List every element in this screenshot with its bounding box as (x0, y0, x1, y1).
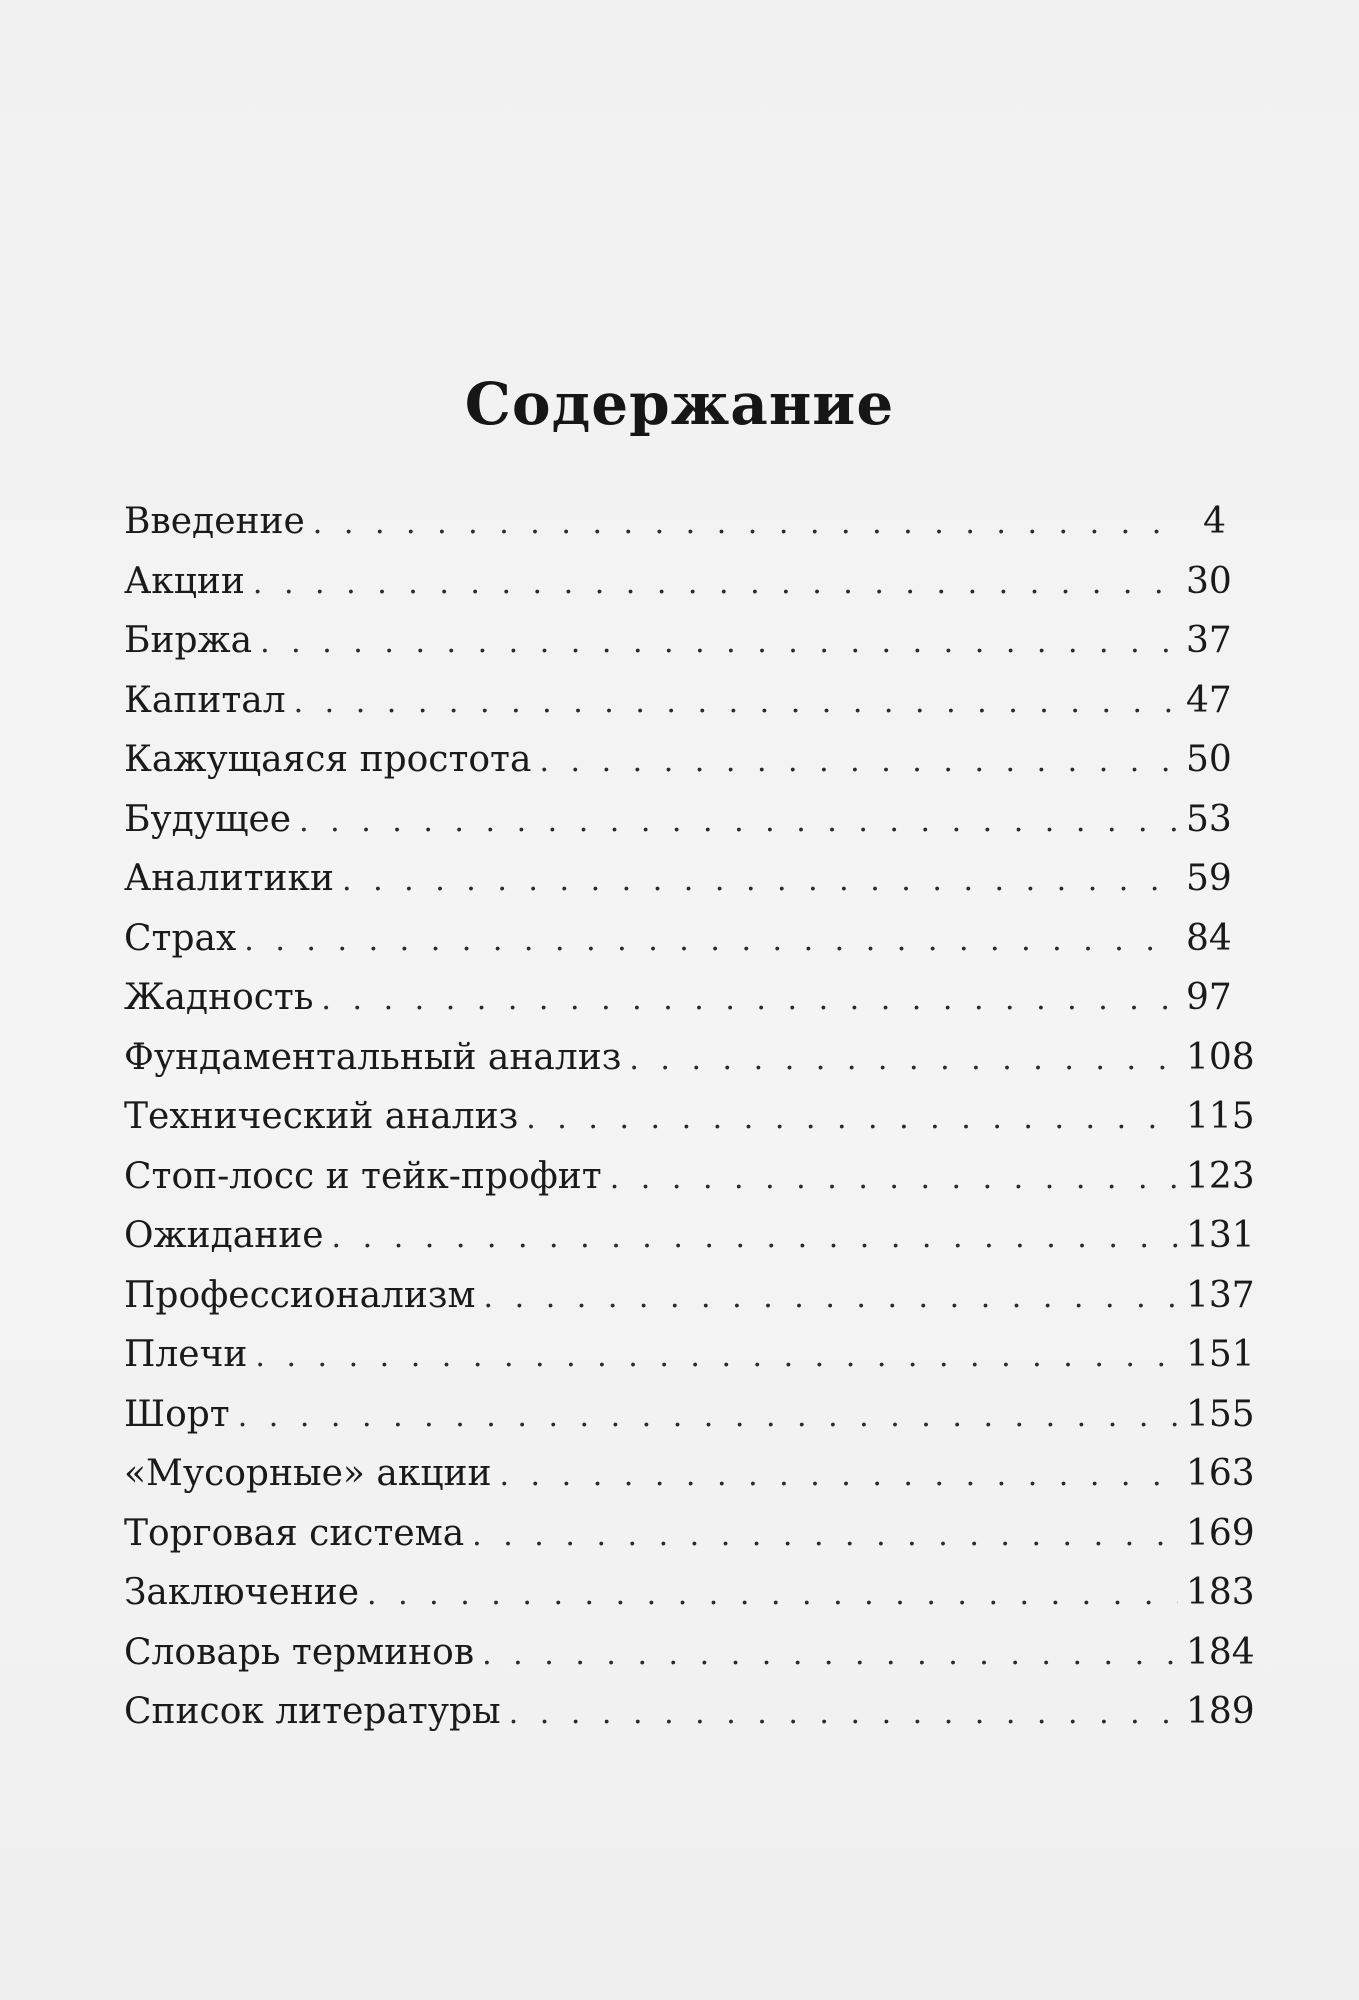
toc-entry-page-number: 97 (1186, 977, 1232, 1018)
dot-leader (260, 613, 1178, 673)
dot-leader (484, 1268, 1178, 1328)
dot-leader (610, 1149, 1178, 1209)
toc-entry-page-number: 183 (1186, 1572, 1255, 1613)
toc-entry-label: Ожидание (124, 1215, 324, 1256)
toc-entry-page-number: 151 (1186, 1334, 1255, 1375)
toc-entry (124, 1504, 1255, 1564)
toc-entry-page-number: 53 (1186, 798, 1232, 840)
toc-entry-page-number: 37 (1186, 620, 1232, 661)
dot-leader (342, 851, 1178, 911)
toc-entry-page-number: 59 (1186, 858, 1232, 899)
page-title: Содержание (464, 370, 895, 438)
toc-entry-page-number: 163 (1186, 1453, 1255, 1494)
toc-entry (124, 671, 1232, 731)
toc-entry-label: Профессионализм (124, 1274, 476, 1316)
toc-entry-label: «Мусорные» акции (124, 1453, 492, 1494)
toc-entry (124, 1682, 1255, 1742)
toc-entry-label: Плечи (124, 1334, 248, 1375)
toc-entry (124, 611, 1232, 671)
toc-entry (124, 1444, 1255, 1504)
toc-entry-label: Кажущаяся простота (124, 739, 532, 780)
toc-entry-label: Капитал (124, 679, 286, 721)
dot-leader (321, 970, 1178, 1030)
dot-leader (294, 673, 1178, 733)
dot-leader (253, 554, 1178, 614)
dot-leader (526, 1089, 1178, 1149)
toc-entry (124, 1087, 1255, 1147)
toc-entry (124, 1206, 1255, 1266)
toc-entry-page-number: 4 (1203, 501, 1226, 542)
toc-entry-page-number: 50 (1186, 739, 1232, 780)
toc-entry-page-number: 123 (1186, 1155, 1255, 1197)
dot-leader (482, 1625, 1178, 1685)
toc-entry (124, 730, 1232, 790)
dot-leader (629, 1030, 1178, 1090)
toc-entry-label: Акции (124, 560, 245, 602)
toc-entry-page-number: 155 (1186, 1393, 1255, 1435)
dot-leader (509, 1684, 1178, 1744)
toc-entry-label: Стоп-лосс и тейк-профит (124, 1155, 602, 1197)
toc-entry (124, 849, 1232, 909)
toc-entry-page-number: 47 (1186, 679, 1232, 721)
toc-entry (124, 1325, 1255, 1385)
toc-entry (124, 1623, 1255, 1683)
toc-entry-label: Жадность (124, 977, 314, 1018)
toc-entry-label: Технический анализ (124, 1096, 519, 1137)
toc-entry-page-number: 137 (1186, 1274, 1255, 1316)
toc-entry-label: Торговая система (124, 1512, 465, 1554)
toc-entry (124, 1385, 1255, 1445)
toc-entry-label: Словарь терминов (124, 1631, 475, 1673)
toc-entry-page-number: 115 (1186, 1096, 1255, 1137)
dot-leader (299, 792, 1178, 852)
toc-entry (124, 1563, 1255, 1623)
toc-entry-label: Шорт (124, 1393, 230, 1435)
toc-entry-page-number: 169 (1186, 1512, 1255, 1554)
toc-entry (124, 492, 1226, 552)
toc-entry-label: Фундаментальный анализ (124, 1036, 622, 1078)
toc-entry-label: Введение (124, 501, 305, 542)
toc-entry-page-number: 184 (1186, 1631, 1255, 1673)
dot-leader (255, 1327, 1178, 1387)
toc-entry (124, 968, 1232, 1028)
toc-entry-label: Биржа (124, 620, 253, 661)
toc-entry (124, 552, 1232, 612)
toc-entry-page-number: 189 (1186, 1691, 1255, 1732)
toc-entry-page-number: 108 (1186, 1036, 1255, 1078)
toc-entry (124, 1028, 1255, 1088)
dot-leader (472, 1506, 1178, 1566)
dot-leader (244, 911, 1178, 971)
toc-entry-label: Список литературы (124, 1691, 501, 1732)
toc-entry-page-number: 30 (1186, 560, 1232, 602)
toc-entry (124, 1147, 1255, 1207)
toc-entry-label: Будущее (124, 798, 292, 840)
dot-leader (539, 732, 1178, 792)
toc-entry (124, 909, 1232, 969)
dot-leader (332, 1208, 1178, 1268)
toc-entry (124, 790, 1232, 850)
table-of-contents (124, 492, 1255, 1742)
toc-entry-page-number: 131 (1186, 1215, 1255, 1256)
dot-leader (367, 1565, 1178, 1625)
toc-entry-label: Аналитики (124, 858, 334, 899)
toc-entry-label: Страх (124, 917, 237, 959)
toc-entry-label: Заключение (124, 1572, 360, 1613)
dot-leader (499, 1446, 1178, 1506)
toc-entry (124, 1266, 1255, 1326)
dot-leader (313, 494, 1178, 554)
toc-entry-page-number: 84 (1186, 917, 1232, 959)
dot-leader (238, 1387, 1178, 1447)
